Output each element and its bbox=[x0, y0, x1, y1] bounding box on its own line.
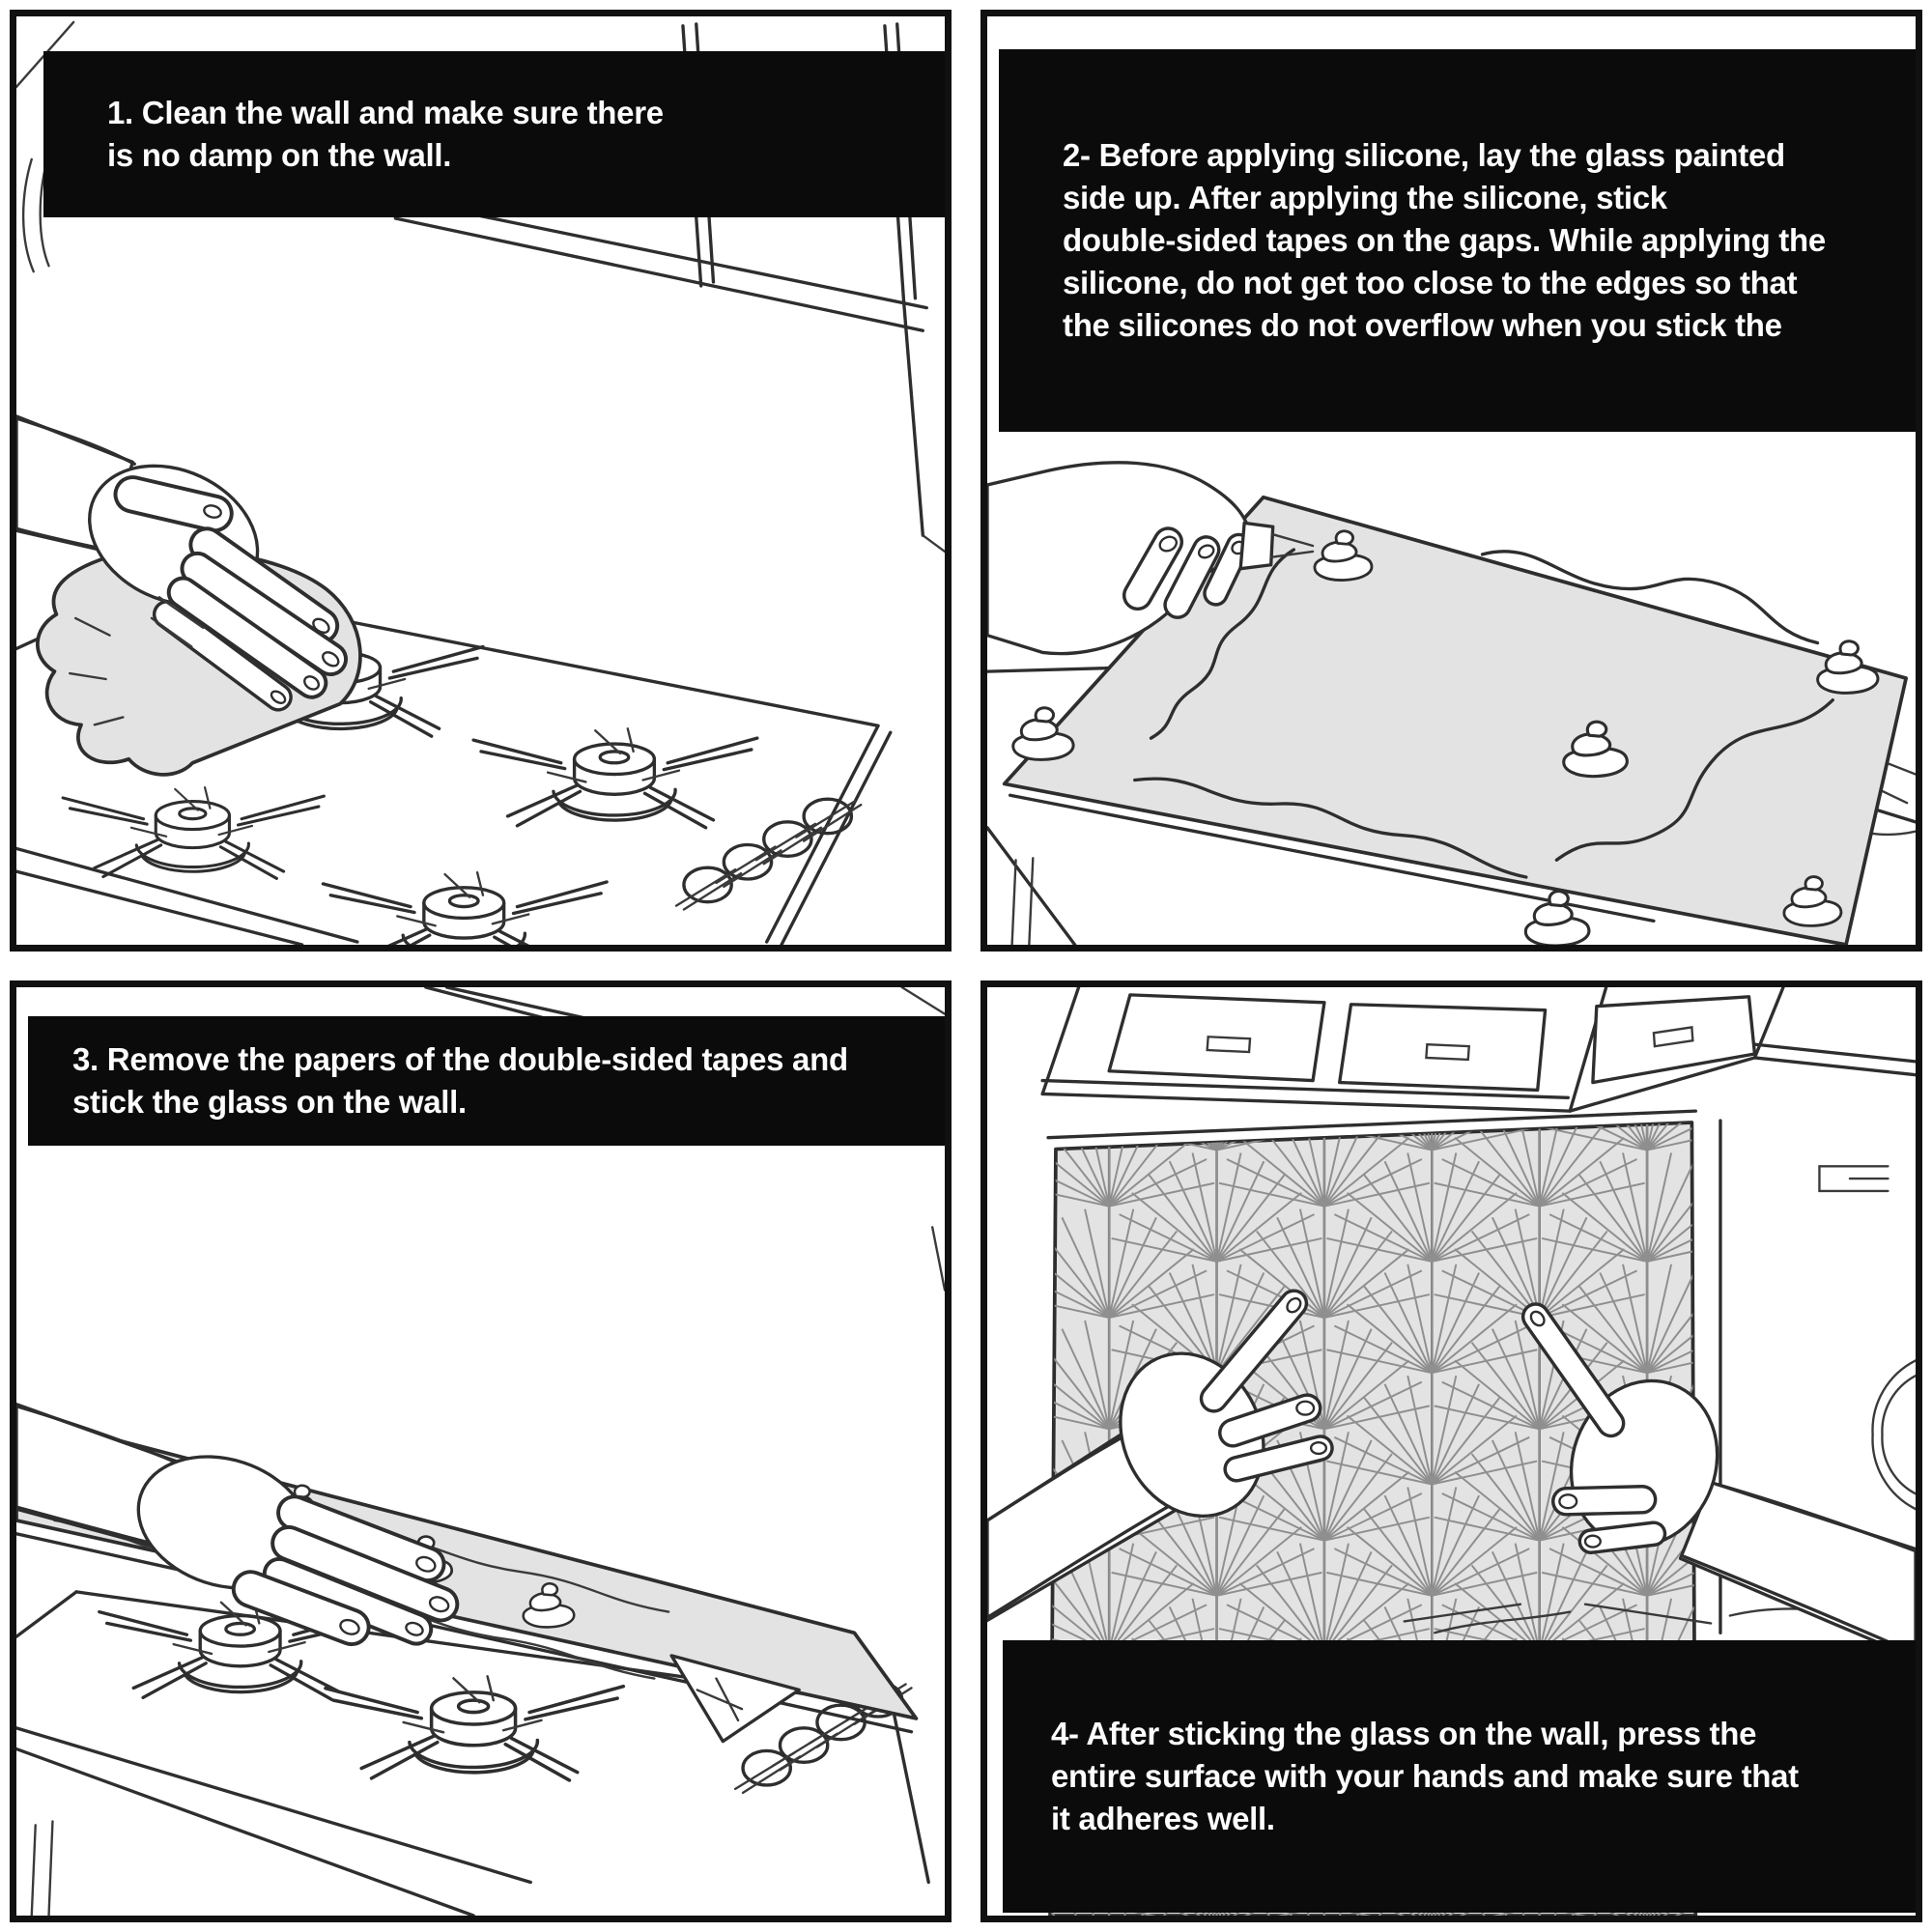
panel-1 bbox=[10, 10, 952, 952]
caption-line: 2- Before applying silicone, lay the glass painted bbox=[1063, 137, 1785, 173]
panel-3 bbox=[10, 980, 952, 1922]
panel-2-caption bbox=[999, 49, 1922, 432]
caption-line: it adheres well. bbox=[1051, 1801, 1275, 1836]
caption-line: 1. Clean the wall and make sure there bbox=[107, 95, 664, 130]
range-hood bbox=[1042, 987, 1916, 1111]
caption-line: the silicones do not overflow when you stick the bbox=[1063, 307, 1782, 343]
panel-4 bbox=[980, 980, 1922, 1922]
caption-line: side up. After applying the silicone, stick bbox=[1063, 180, 1667, 215]
caption-line: stick the glass on the wall. bbox=[72, 1084, 467, 1120]
caption-line: is no damp on the wall. bbox=[107, 137, 452, 173]
panel-2 bbox=[980, 10, 1922, 952]
panel-4-caption bbox=[1003, 1640, 1922, 1913]
caption-line: double-sided tapes on the gaps. While applying the bbox=[1063, 222, 1826, 258]
caption-line: entire surface with your hands and make sure that bbox=[1051, 1758, 1799, 1794]
panel-3-caption bbox=[28, 1016, 952, 1146]
caption-line: 3. Remove the papers of the double-sided tapes and bbox=[72, 1041, 848, 1077]
caption-line: silicone, do not get too close to the edges so that bbox=[1063, 265, 1798, 300]
caption-line: 4- After sticking the glass on the wall, press the bbox=[1051, 1716, 1757, 1751]
panel-1-caption bbox=[43, 51, 952, 217]
